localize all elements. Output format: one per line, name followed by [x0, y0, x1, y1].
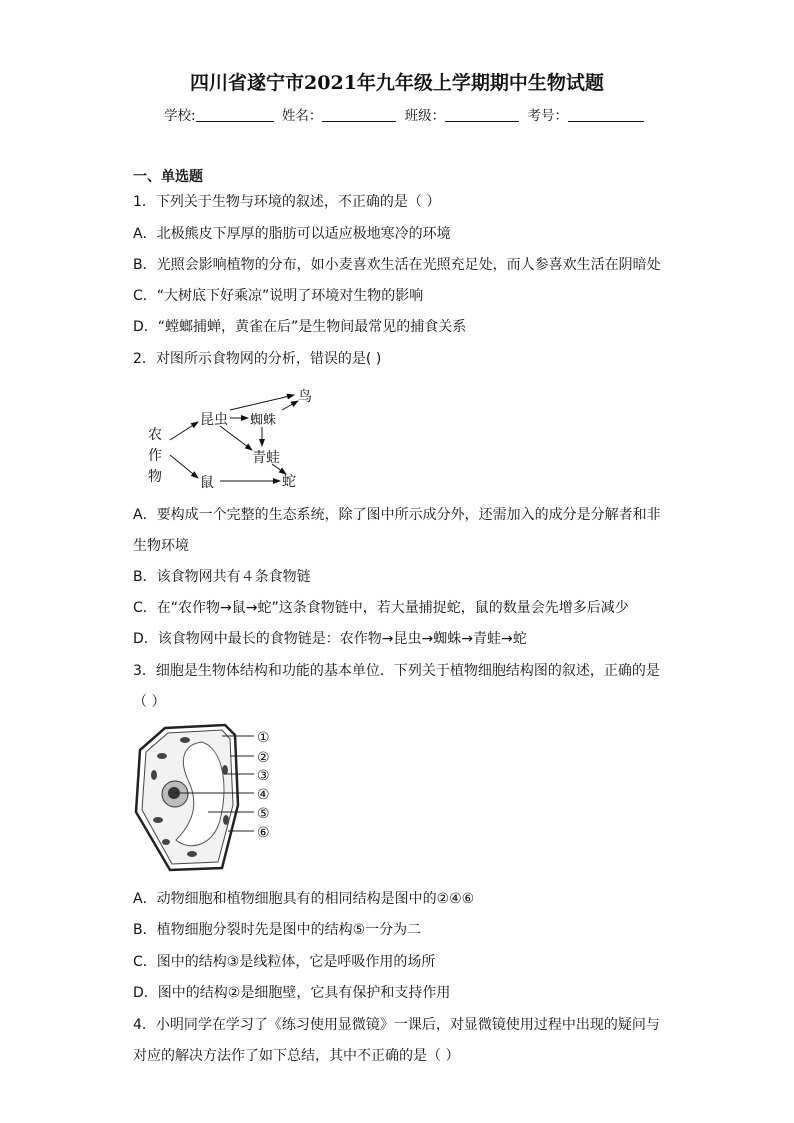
q4-stem-line1: 4．小明同学在学习了《练习使用显微镜》一课后，对显微镜使用过程中出现的疑问与 — [133, 1017, 660, 1033]
class-blank — [445, 107, 519, 122]
snake-label: 蛇 — [282, 474, 296, 490]
section-heading: 一、单选题 — [133, 169, 203, 185]
chloroplast — [223, 815, 229, 825]
bird-label: 鸟 — [298, 389, 312, 405]
frog-label: 青蛙 — [252, 450, 280, 466]
chloroplast — [162, 839, 170, 845]
arrow-crop-to-insect — [170, 422, 198, 440]
exam-number-blank — [568, 107, 644, 122]
chloroplast — [187, 851, 197, 857]
q1-option-c: C．“大树底下好乘凉”说明了环境对生物的影响 — [133, 288, 424, 304]
food-web-diagram — [140, 382, 340, 494]
q3-stem-line2: （ ） — [133, 694, 166, 710]
school-blank — [196, 107, 274, 122]
student-info-line — [164, 104, 648, 124]
cell-label-4: ④ — [257, 787, 270, 803]
q1-option-a: A．北极熊皮下厚厚的脂肪可以适应极地寒冷的环境 — [133, 226, 451, 242]
q2-option-a-line1: A．要构成一个完整的生态系统，除了图中所示成分外，还需加入的成分是分解者和非 — [133, 507, 661, 523]
q3-stem-line1: 3．细胞是生物体结构和功能的基本单位．下列关于植物细胞结构图的叙述，正确的是 — [133, 663, 660, 679]
q1-stem: 1．下列关于生物与环境的叙述，不正确的是（ ） — [133, 194, 441, 210]
chloroplast — [151, 770, 157, 780]
arrow-insect-to-frog — [220, 426, 252, 450]
q2-option-c: C．在“农作物→鼠→蛇”这条食物链中，若大量捕捉蛇，鼠的数量会先增多后减少 — [133, 600, 629, 616]
q2-option-b: B．该食物网共有４条食物链 — [133, 569, 311, 585]
page-title: 四川省遂宁市2021年九年级上学期期中生物试题 — [190, 72, 604, 94]
q2-stem: 2．对图所示食物网的分析，错误的是( ) — [133, 351, 382, 367]
q4-stem-line2: 对应的解决方法作了如下总结，其中不正确的是（ ） — [133, 1048, 460, 1064]
plant-cell-diagram — [130, 720, 290, 875]
chloroplast — [153, 817, 163, 823]
arrow-spider-to-bird — [282, 401, 298, 410]
chloroplast — [180, 737, 190, 743]
q2-option-d: D．该食物网中最长的食物链是：农作物→昆虫→蜘蛛→青蛙→蛇 — [133, 631, 527, 647]
cell-label-2: ② — [257, 750, 270, 766]
arrow-crop-to-mouse — [170, 455, 198, 478]
chloroplast — [157, 753, 167, 759]
spider-label: 蜘蛛 — [250, 413, 277, 428]
insect-label: 昆虫 — [200, 412, 228, 428]
producer-label-3: 物 — [148, 469, 162, 485]
name-blank — [322, 107, 396, 122]
q3-option-d: D．图中的结构②是细胞壁，它具有保护和支持作用 — [133, 985, 451, 1001]
q1-option-d: D．“螳螂捕蝉，黄雀在后”是生物间最常见的捕食关系 — [133, 319, 467, 335]
name-label: 姓名： — [281, 108, 323, 124]
cell-label-5: ⑤ — [257, 806, 270, 822]
class-label: 班级： — [404, 108, 446, 124]
exam-number-label: 考号： — [527, 108, 568, 124]
q3-option-a: A．动物细胞和植物细胞具有的相同结构是图中的②④⑥ — [133, 891, 475, 907]
producer-label-2: 作 — [148, 448, 162, 464]
q2-option-a-line2: 生物环境 — [133, 538, 189, 554]
producer-label-1: 农 — [148, 427, 162, 443]
q1-option-b: B．光照会影响植物的分布，如小麦喜欢生活在光照充足处，而人参喜欢生活在阴暗处 — [133, 257, 661, 273]
q3-option-c: C．图中的结构③是线粒体，它是呼吸作用的场所 — [133, 954, 436, 970]
arrow-insect-to-bird — [230, 395, 294, 410]
mouse-label: 鼠 — [200, 475, 214, 491]
school-label: 学校: — [164, 108, 196, 124]
cell-label-6: ⑥ — [257, 825, 270, 841]
cell-label-3: ③ — [257, 768, 270, 784]
cell-label-1: ① — [257, 730, 270, 746]
q3-option-b: B．植物细胞分裂时先是图中的结构⑤一分为二 — [133, 922, 422, 938]
